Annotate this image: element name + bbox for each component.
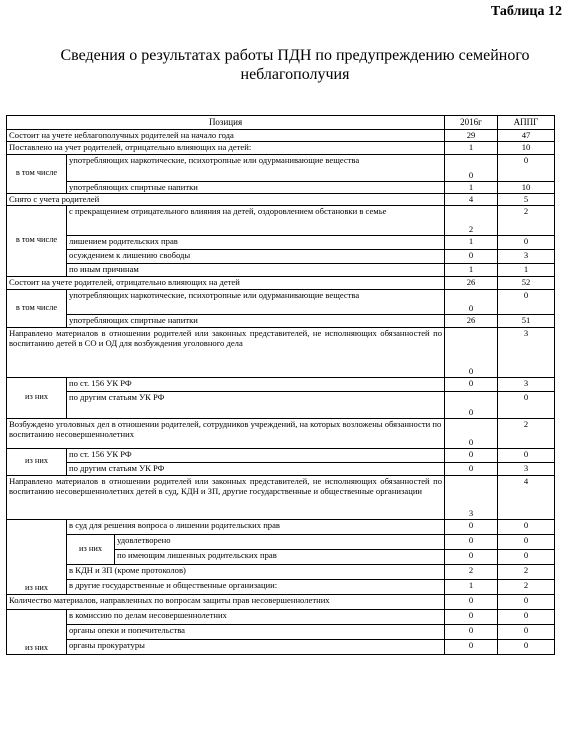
- value-appg: 3: [498, 327, 555, 377]
- value-appg: 3: [498, 249, 555, 263]
- row-text: с прекращением отрицательного влияния на детей, оздоровлением обстановки в семье: [67, 205, 445, 235]
- row-text: по другим статьям УК РФ: [67, 391, 445, 418]
- table-row: [7, 154, 555, 181]
- value-2016: 1: [445, 263, 498, 276]
- value-appg: 0: [498, 639, 555, 654]
- of-them-label: из них: [7, 377, 67, 418]
- row-text: по имеющим лишенных родительских прав: [115, 549, 445, 564]
- table-header-row: [7, 116, 555, 130]
- table-row: [7, 289, 555, 314]
- row-text: Снято с учета родителей: [7, 193, 445, 205]
- value-2016: 3: [445, 475, 498, 519]
- header-position: Позиция: [7, 116, 445, 130]
- value-appg: 47: [498, 130, 555, 142]
- value-2016: 0: [445, 624, 498, 639]
- in-that-number-label: в том числе: [7, 289, 67, 327]
- value-appg: 0: [498, 519, 555, 534]
- row-text: употребляющих спиртные напитки: [67, 181, 445, 193]
- table-row: [7, 609, 555, 624]
- row-text: по иным причинам: [67, 263, 445, 276]
- of-them-label: из них: [7, 448, 67, 475]
- value-appg: 2: [498, 205, 555, 235]
- row-text: употребляющих наркотические, психотропные или одурманивающие вещества: [67, 154, 445, 181]
- value-2016: 0: [445, 327, 498, 377]
- table-row: [7, 462, 555, 475]
- value-appg: 0: [498, 549, 555, 564]
- table-row: [7, 263, 555, 276]
- value-2016: 1: [445, 181, 498, 193]
- value-2016: 29: [445, 130, 498, 142]
- value-2016: 4: [445, 193, 498, 205]
- value-appg: 10: [498, 181, 555, 193]
- value-appg: 0: [498, 594, 555, 609]
- results-table: [6, 115, 555, 655]
- value-appg: 0: [498, 154, 555, 181]
- value-2016: 0: [445, 534, 498, 549]
- value-2016: 0: [445, 448, 498, 462]
- value-2016: 0: [445, 519, 498, 534]
- value-appg: 2: [498, 579, 555, 594]
- row-text: употребляющих спиртные напитки: [67, 314, 445, 327]
- row-text: по ст. 156 УК РФ: [67, 377, 445, 391]
- row-text: в другие государственные и общественные организации:: [67, 579, 445, 594]
- value-2016: 26: [445, 276, 498, 289]
- row-text: органы прокуратуры: [67, 639, 445, 654]
- value-appg: 2: [498, 564, 555, 579]
- table-row: [7, 564, 555, 579]
- value-appg: 1: [498, 263, 555, 276]
- table-number-label: Таблица 12: [490, 4, 562, 19]
- row-text: удовлетворено: [115, 534, 445, 549]
- row-text: Количество материалов, направленных по вопросам защиты прав несовершеннолетних: [7, 594, 445, 609]
- value-2016: 2: [445, 205, 498, 235]
- value-2016: 0: [445, 639, 498, 654]
- value-appg: 3: [498, 377, 555, 391]
- header-2016: 2016г: [445, 116, 498, 130]
- value-appg: 52: [498, 276, 555, 289]
- table-row: [7, 276, 555, 289]
- table-row: [7, 141, 555, 154]
- table-row: [7, 519, 555, 534]
- row-text: употребляющих наркотические, психотропные или одурманивающие вещества: [67, 289, 445, 314]
- table-row: [7, 475, 555, 519]
- row-text: лишением родительских прав: [67, 235, 445, 249]
- row-text: по ст. 156 УК РФ: [67, 448, 445, 462]
- value-2016: 0: [445, 594, 498, 609]
- value-2016: 0: [445, 609, 498, 624]
- row-text: в суд для решения вопроса о лишении родительских прав: [67, 519, 445, 534]
- value-appg: 0: [498, 448, 555, 462]
- value-2016: 0: [445, 418, 498, 448]
- row-text: в КДН и ЗП (кроме протоколов): [67, 564, 445, 579]
- value-2016: 0: [445, 549, 498, 564]
- table-row: [7, 624, 555, 639]
- row-text: Состоит на учете неблагополучных родителей на начало года: [7, 130, 445, 142]
- value-appg: 51: [498, 314, 555, 327]
- value-2016: 0: [445, 249, 498, 263]
- table-row: [7, 327, 555, 377]
- row-text: Направлено материалов в отношении родителей или законных представителей, не исполняющих обязанностей по воспитанию несовершеннолетних детей в суд, КДН и ЗП, другие государственные и общественные организации: [7, 475, 445, 519]
- table-row: [7, 235, 555, 249]
- row-text: Направлено материалов в отношении родителей или законных представителей, не исполняющих обязанностей по воспитанию детей в СО и ОД для возбуждения уголовного дела: [7, 327, 445, 377]
- value-appg: 0: [498, 624, 555, 639]
- value-2016: 0: [445, 289, 498, 314]
- table-row: [7, 249, 555, 263]
- value-2016: 0: [445, 391, 498, 418]
- value-appg: 0: [498, 235, 555, 249]
- value-appg: 2: [498, 418, 555, 448]
- value-2016: 0: [445, 462, 498, 475]
- table-row: [7, 579, 555, 594]
- table-row: [7, 377, 555, 391]
- in-that-number-label: в том числе: [7, 154, 67, 193]
- value-appg: 0: [498, 391, 555, 418]
- in-that-number-label: в том числе: [7, 205, 67, 276]
- value-appg: 10: [498, 141, 555, 154]
- value-appg: 5: [498, 193, 555, 205]
- value-appg: 0: [498, 289, 555, 314]
- value-appg: 4: [498, 475, 555, 519]
- value-2016: 0: [445, 154, 498, 181]
- table-row: [7, 205, 555, 235]
- row-text: по другим статьям УК РФ: [67, 462, 445, 475]
- value-2016: 26: [445, 314, 498, 327]
- document-title: Сведения о результатах работы ПДН по предупреждению семейного неблагополучия: [60, 47, 530, 83]
- of-them-label: из них: [7, 609, 67, 654]
- table-row: [7, 418, 555, 448]
- table-row: [7, 448, 555, 462]
- value-2016: 1: [445, 141, 498, 154]
- row-text: в комиссию по делам несовершеннолетних: [67, 609, 445, 624]
- row-text: органы опеки и попечительства: [67, 624, 445, 639]
- value-2016: 2: [445, 564, 498, 579]
- value-appg: 0: [498, 534, 555, 549]
- row-text: Поставлено на учет родителей, отрицательно влияющих на детей:: [7, 141, 445, 154]
- row-text: Возбуждено уголовных дел в отношении родителей, сотрудников учреждений, на которых возложены обязанности по воспитанию несовершеннолетних: [7, 418, 445, 448]
- table-row: [7, 534, 555, 549]
- table-row: [7, 639, 555, 654]
- table-row: [7, 193, 555, 205]
- value-appg: 3: [498, 462, 555, 475]
- table-row: [7, 130, 555, 142]
- header-appg: АППГ: [498, 116, 555, 130]
- table-row: [7, 181, 555, 193]
- table-row: [7, 391, 555, 418]
- value-2016: 0: [445, 377, 498, 391]
- table-row: [7, 314, 555, 327]
- value-2016: 1: [445, 579, 498, 594]
- value-appg: 0: [498, 609, 555, 624]
- of-them-label: из них: [67, 534, 115, 564]
- row-text: осуждением к лишению свободы: [67, 249, 445, 263]
- of-them-label: из них: [7, 519, 67, 594]
- value-2016: 1: [445, 235, 498, 249]
- row-text: Состоит на учете родителей, отрицательно влияющих на детей: [7, 276, 445, 289]
- table-row: [7, 594, 555, 609]
